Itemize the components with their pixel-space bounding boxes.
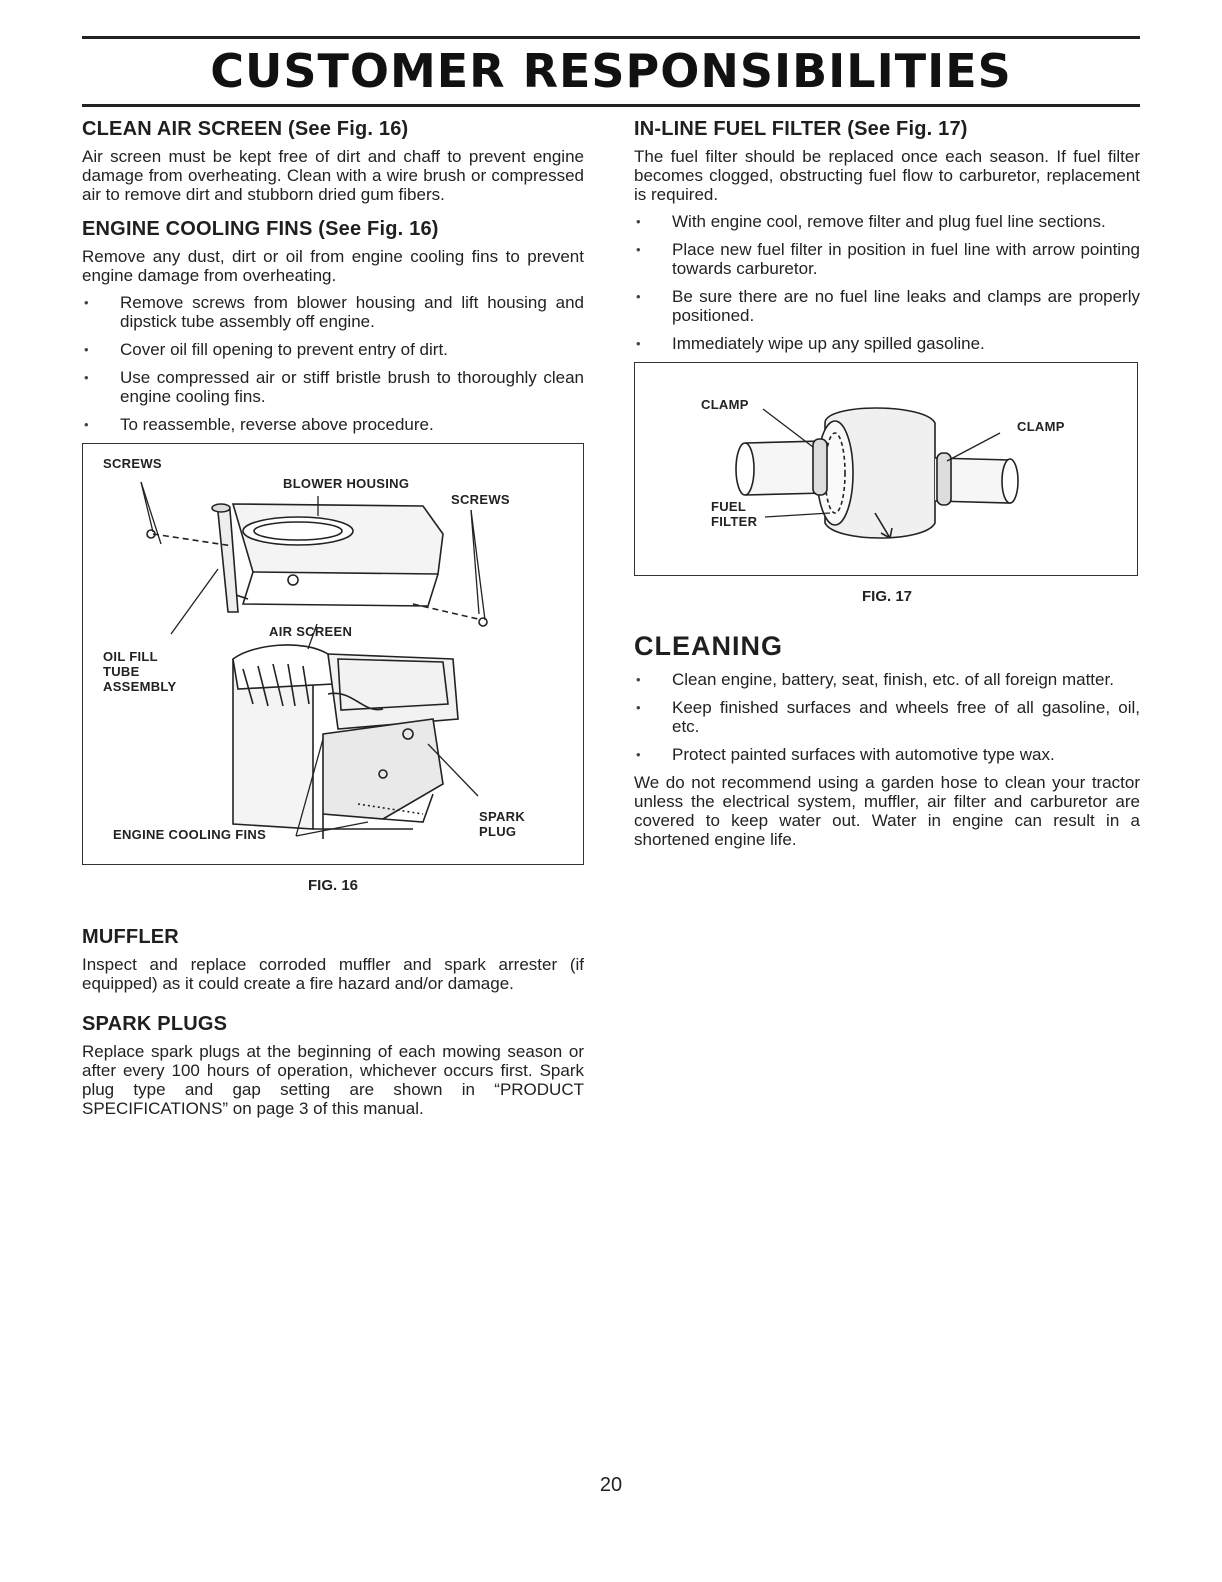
figure-16 (82, 443, 584, 865)
fig16-label-screws-right: SCREWS (451, 492, 510, 507)
inline-fuel-filter-section (634, 118, 1140, 353)
clean-air-screen-section (82, 118, 584, 204)
muffler-section (82, 926, 584, 993)
fig17-caption: FIG. 17 (861, 588, 913, 605)
cleaning-section (634, 631, 1140, 849)
fig16-label-blower-housing: BLOWER HOUSING (283, 476, 410, 491)
fig16-label-oil-fill-3: ASSEMBLY (103, 679, 177, 694)
list-item: • Use compressed air or stiff bristle brush to thoroughly clean engine cooling fins. (82, 368, 584, 406)
fig16-label-oil-fill-1: OIL FILL (103, 649, 158, 664)
cleaning-heading: CLEANING (634, 631, 783, 661)
spark-plugs-section (82, 1013, 584, 1118)
list-item: • Be sure there are no fuel line leaks and clamps are properly positioned. (634, 287, 1140, 325)
list-item: • To reassemble, reverse above procedure. (82, 415, 584, 434)
cleaning-body: We do not recommend using a garden hose to clean your tractor unless the electrical system, muffler, air filter and carburetor are covered to keep water out. Water in engine can result in a shortened engine life. (634, 773, 1140, 849)
fig17-label-clamp-right: CLAMP (1017, 419, 1065, 434)
engine-illustration (83, 444, 583, 864)
left-column (82, 118, 584, 1132)
fig16-label-screws-left: SCREWS (103, 456, 162, 471)
title-underline (82, 104, 1140, 107)
page-title: CUSTOMER RESPONSIBILITIES (210, 44, 1012, 98)
list-item: • Keep finished surfaces and wheels free of all gasoline, oil, etc. (634, 698, 1140, 736)
list-item: • Immediately wipe up any spilled gasoline. (634, 334, 1140, 353)
fig17-label-fuel-1: FUEL (711, 499, 747, 514)
fig16-caption: FIG. 16 (307, 877, 359, 894)
fig17-label-clamp-left: CLAMP (701, 397, 749, 412)
fig16-label-oil-fill-2: TUBE (103, 664, 140, 679)
inline-fuel-filter-body: The fuel filter should be replaced once each season. If fuel filter becomes clogged, obstructing fuel flow to carburetor, replacement is required. (634, 147, 1140, 204)
right-column (634, 118, 1140, 863)
list-item: • Protect painted surfaces with automotive type wax. (634, 745, 1140, 764)
clean-air-screen-body: Air screen must be kept free of dirt and chaff to prevent engine damage from overheating. Clean with a wire brush or compressed air to remove dirt and stubborn dried gum fibers. (82, 147, 584, 204)
spark-plugs-body: Replace spark plugs at the beginning of each mowing season or after every 100 hours of operation, whichever occurs first. Spark plug type and gap setting are shown in “PRODUCT SPECIFICATIONS” on page 3 of this manual. (82, 1042, 584, 1118)
inline-fuel-filter-list (634, 212, 1140, 353)
engine-cooling-fins-heading: ENGINE COOLING FINS (See Fig. 16) (82, 218, 439, 240)
inline-fuel-filter-heading: IN-LINE FUEL FILTER (See Fig. 17) (634, 118, 968, 140)
muffler-body: Inspect and replace corroded muffler and spark arrester (if equipped) as it could create a fire hazard and/or damage. (82, 955, 584, 993)
list-item: • Remove screws from blower housing and lift housing and dipstick tube assembly off engine. (82, 293, 584, 331)
page-number: 20 (599, 1474, 623, 1496)
fig16-label-spark-1: SPARK (479, 809, 526, 824)
engine-cooling-fins-list (82, 293, 584, 434)
list-item: • Cover oil fill opening to prevent entry of dirt. (82, 340, 584, 359)
list-item: • Clean engine, battery, seat, finish, etc. of all foreign matter. (634, 670, 1140, 689)
spark-plugs-heading: SPARK PLUGS (82, 1013, 228, 1035)
list-item: • Place new fuel filter in position in fuel line with arrow pointing towards carburetor. (634, 240, 1140, 278)
fig17-label-fuel-2: FILTER (711, 514, 758, 529)
top-rule (82, 36, 1140, 39)
fig16-label-spark-2: PLUG (479, 824, 517, 839)
list-item: • With engine cool, remove filter and plug fuel line sections. (634, 212, 1140, 231)
fig16-label-engine-cooling-fins: ENGINE COOLING FINS (113, 827, 267, 842)
engine-cooling-fins-body: Remove any dust, dirt or oil from engine cooling fins to prevent engine damage from overheating. (82, 247, 584, 285)
cleaning-list (634, 670, 1140, 764)
fig16-label-air-screen: AIR SCREEN (269, 624, 353, 639)
clean-air-screen-heading: CLEAN AIR SCREEN (See Fig. 16) (82, 118, 409, 140)
fuel-filter-illustration (635, 363, 1137, 575)
engine-cooling-fins-section (82, 218, 584, 434)
muffler-heading: MUFFLER (82, 926, 179, 948)
figure-17 (634, 362, 1138, 576)
